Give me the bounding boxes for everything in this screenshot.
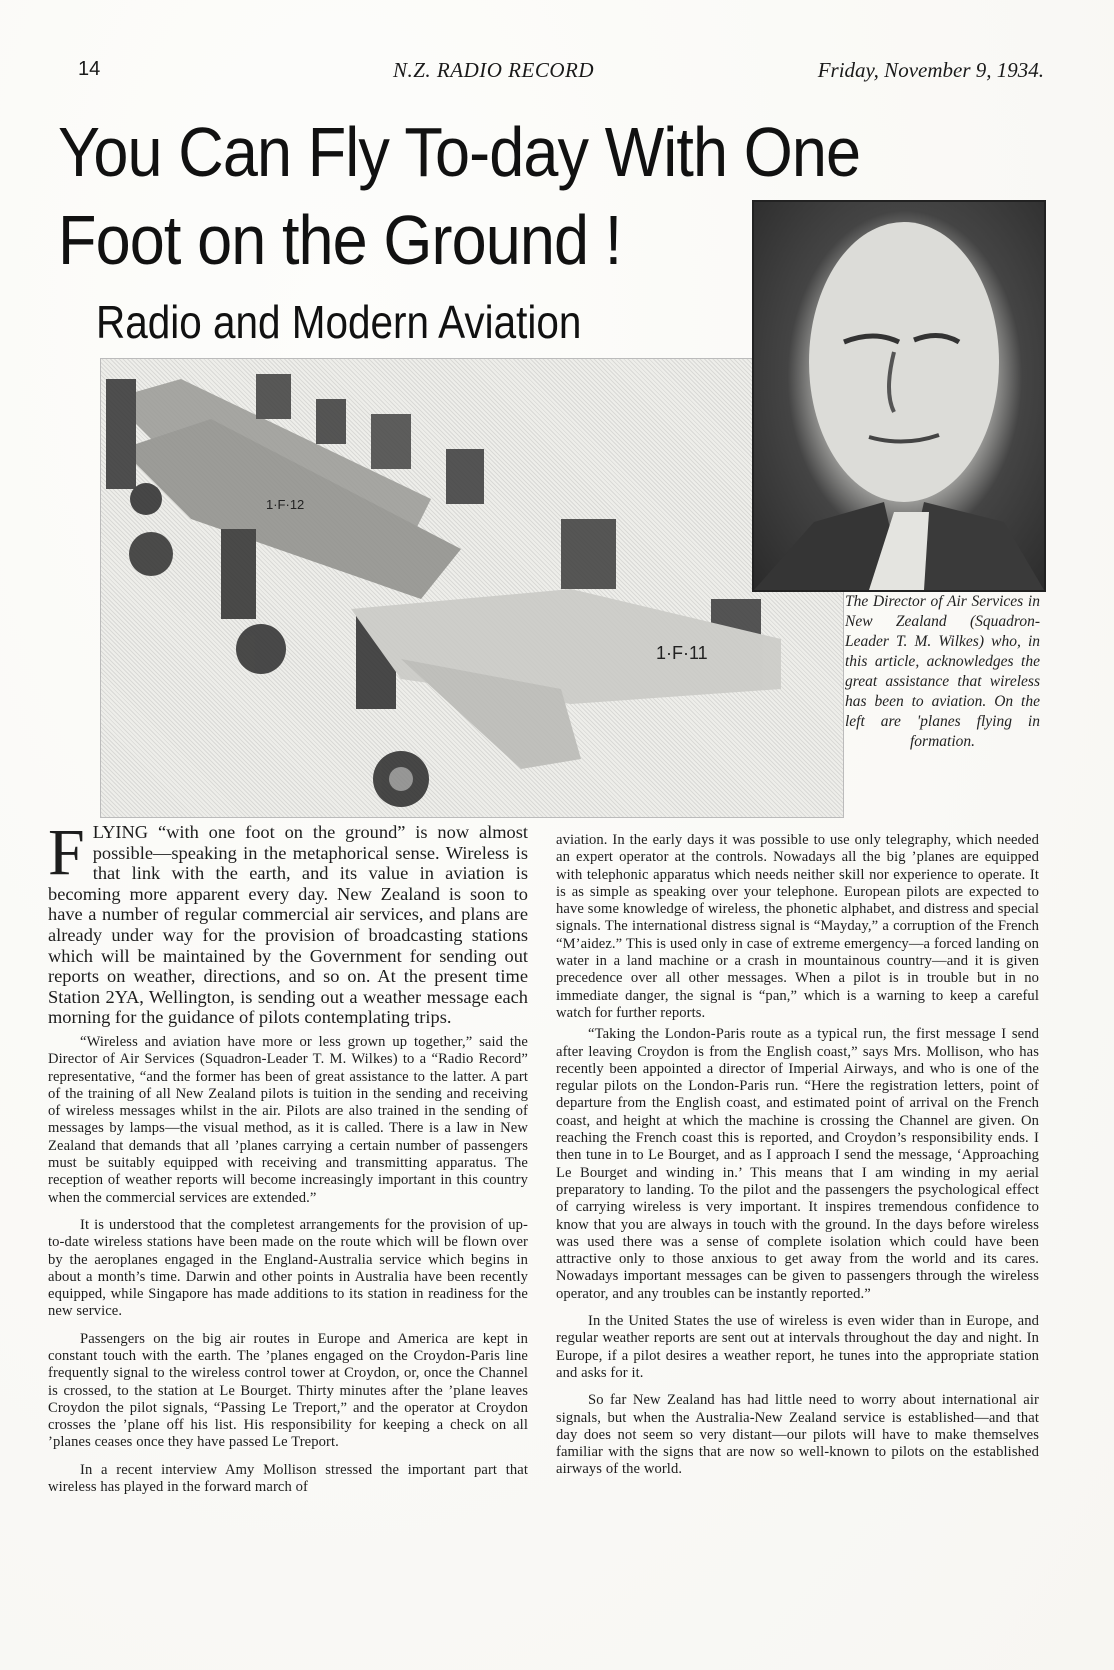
body-paragraph: In the United States the use of wireless is even wider than in Europe, and regular weather reports are sent out at intervals throughout the day and night. In Europe, if a pilot desires a weather report, he tunes into the appropriate station and asks for it. (556, 1313, 1039, 1381)
page-header (78, 58, 1044, 88)
publication-title: N.Z. RADIO RECORD (393, 58, 594, 82)
headline-line-1: You Can Fly To-day With One (58, 113, 861, 191)
body-paragraph: So far New Zealand has had little need to worry about international air signals, but when the Australia-New Zealand service is established—and that day does not seem so very distant—our pilots will have to make themselves familiar with the signs that are now so well-known to pilots on the established airways of the world. (556, 1392, 1039, 1478)
subheadline: Radio and Modern Aviation (96, 296, 582, 348)
photo-caption: The Director of Air Services in New Zealand (Squadron-Leader T. M. Wilkes) who, in this article, acknowledges the great assistance that wireless has been to aviation. On the left are 'planes flying in formation. (845, 593, 1040, 750)
body-paragraph: In a recent interview Amy Mollison stressed the important part that wireless has played in the forward march of (48, 1461, 528, 1496)
biplanes-illustration (101, 359, 843, 817)
svg-text:1·F·12: 1·F·12 (266, 497, 305, 512)
body-paragraph: “Wireless and aviation have more or less grown up together,” said the Director of Air Services (Squadron-Leader T. M. Wilkes) to a “Radio Record” representative, “and the former has been of great assistance to the latter. A part of the training of all New Zealand pilots is tuition in the sending and receiving of wireless messages whilst in the air. Pilots are also trained in the sending of messages by lamps—the visual method, as it is called. There is a law in New Zealand that demands that all ’planes carrying a certain number of passengers must be suitably equipped with receiving and transmitting apparatus. The reception of weather reports will become increasingly important in this country when the commercial services are extended.” (48, 1033, 528, 1206)
body-paragraph: aviation. In the early days it was possible to use only telegraphy, which needed an expert operator at the controls. Nowadays all the big ’planes are equipped with telephonic apparatus which needs neither skill nor experience to operate. It is as simple as speaking over your telephone. European pilots are expected to have some knowledge of wireless, the phonetic alphabet, and distress and special signals. The international distress signal is “Mayday,” a corruption of the French “M’aidez.” This is used only in case of extreme emergency—a forced landing on water in a land machine or a crash in mountainous country—and it is given precedence over all other messages. When a pilot is in trouble but in no immediate danger, the signal is “pan,” which is a warning to keep a careful watch for further reports. (556, 832, 1039, 1021)
planes-formation-photo (100, 358, 844, 818)
lead-paragraph (48, 816, 528, 1028)
drop-cap: F (48, 816, 85, 889)
body-paragraph: “Taking the London-Paris route as a typical run, the first message I send after leaving Croydon is from the English coast,” says Mrs. Mollison, who has recently been appointed a director of Imperial Airways, and who is one of the regular pilots on the London-Paris run. “Here the registration letters, point of departure from the English coast, and estimated point of arrival on the French coast, and height at which the machine is crossing the Channel are given. On reaching the French coast this is reported, and Croydon’s responsibility ends. I then tune in to Le Bourget, and as I approach I send the message, ‘Approaching Le Bourget and winding in.’ This means that I am winding in my aerial preparatory to landing. To the pilot and the passengers the psychological effect of carrying wireless is very important. It inspires tremendous confidence to know that you are always in touch with the ground. In the days before wireless was used there was a sense of complete isolation which could have been attractive only to those anxious to get away from the world and its cares. Nowadays important messages can be given to passengers through the wireless operator, and any troubles can be instantly reported.” (556, 1026, 1039, 1302)
plane-marking: 1·F·11 (656, 643, 708, 663)
body-paragraph: It is understood that the completest arrangements for the provision of up-to-date wireless stations have been made on the route which will be flown over by the aeroplanes engaged in the England-Australia service which begins in about a month’s time. Darwin and other points in Australia have been recently equipped, while Singapore has made additions to its station in readiness for the new service. (48, 1216, 528, 1320)
lead-text: LYING “with one foot on the ground” is now almost possible—speaking in the metaphorical sense. Wireless is that link with the earth, and its value in aviation is becoming more apparent every day. New Zealand is soon to have a number of regular commercial air services, and plans are already under way for the provision of broadcasting stations which will be maintained by the Government for sending out reports on weather, directions, and so on. At the present time Station 2YA, Wellington, is sending out a weather message each morning for the guidance of pilots contemplating trips. (48, 822, 528, 1028)
page-number: 14 (78, 58, 101, 80)
body-paragraph: Passengers on the big air routes in Europe and America are kept in constant touch with the earth. The ’planes engaged on the Croydon-Paris line frequently signal to the wireless control tower at Croydon, or, once the Channel is crossed, to the station at Le Bourget. Thirty minutes after the ’plane leaves Croydon the pilot signals, “Passing Le Treport,” and the operator at Croydon crosses the ’plane off his list. His responsibility for keeping a check on all ’planes ceases once they have passed Le Treport. (48, 1330, 528, 1451)
article-column-left (48, 816, 528, 1500)
article-column-right (556, 832, 1039, 1483)
issue-date: Friday, November 9, 1934. (817, 58, 1044, 82)
headline-line-2: Foot on the Ground ! (58, 201, 622, 279)
portrait-illustration (754, 202, 1044, 590)
director-portrait-photo (752, 200, 1046, 592)
